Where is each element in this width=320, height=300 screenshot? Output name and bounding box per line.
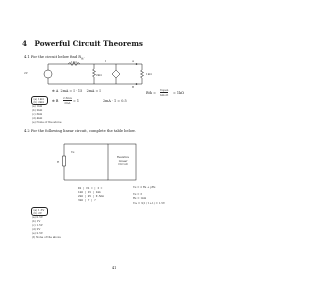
q42-prompt: 4.2 For the following linear circuit, complete the table below. [24,129,136,133]
q41-rth-expression: Rth = [146,91,157,95]
q41-dependent-source-icon [112,70,120,78]
q41-voltage-source-icon [44,70,52,78]
q41-option-b: (b) 2kΩ [32,108,43,112]
section-title-text: Powerful Circuit Theorems [34,39,143,48]
q42-table-row: 1kΩ | 1V | 1mA [78,190,101,194]
q41-r2-label: 2kΩ [96,73,102,77]
q41-resistor-3-icon [141,64,144,84]
q42-option-d: (d) 2V [32,227,41,231]
q41-node-a-label: A [132,59,134,63]
q41-answer-box: (a) 1kΩ (b) 2kΩ [31,96,48,105]
q42-r-label: R [57,160,60,164]
q42-answer-box: (a) 1.5V (b) 2V [31,207,48,216]
q41-i-label: I [105,59,107,63]
q42-work-line-4: V₃ₖ = 3(1 / 1+1) = 1.5V [133,201,165,205]
q41-r1-label: 1kΩ [71,60,77,64]
q42-table-row: 3kΩ | ? | ? [78,198,96,202]
q42-table-row: 2kΩ | 2V | 0.5mA [78,194,104,198]
section-number: 4 [22,39,28,48]
q41-res-right-label: 1kΩ [146,72,152,76]
q41-node-b-label: B [132,85,134,89]
q42-work-line-1: Vs = 2 Rs + pRs [133,185,156,189]
q41-work-line-1: ⊕ A 2mA = I · 15 2mA = I [52,89,101,93]
q41-rth-fraction: Vopen Ishort [160,88,169,97]
q41-prompt: 4.1 For the circuit below find $R_{th}$. [24,55,85,61]
page-number: 41 [112,266,117,270]
q42-option-f: (f) None of the above [32,235,61,239]
q42-option-c: (c) 1.5V [32,223,43,227]
q42-work-line-3: Rs = 1kΩ [133,196,146,200]
q42-resistor-icon [63,156,66,166]
q41-work-fraction: 2.5mA 2mA [63,96,72,105]
section-title [22,40,143,47]
q42-option-e: (e) 2.5V [32,231,43,235]
q41-work-line-2-label: ⊕ B [52,99,59,103]
q41-work-line-2-mid: 2mA · 1 = 0.5 [103,99,127,103]
q42-box-label: Resistive Linear Circuit [116,155,130,167]
q41-option-e: (e) None of the above [32,120,62,124]
q42-work-line-2: Vs = 3 [133,192,142,196]
q41-rth-result: = 1kΩ [173,91,184,95]
q42-option-b: (b) 1V [32,219,41,223]
q42-option-a: (a) 0.5V [32,215,43,219]
q41-option-c: (c) 3kΩ [32,112,43,116]
q42-table [78,187,104,202]
q41-work-line-2-after: = 1 [73,99,80,103]
q42-table-row: R1 | V1 = | I = [78,186,103,190]
q41-source-label: 2V [24,71,28,75]
q41-option-a: (a) 1kΩ [32,104,43,108]
q42-v-label: Vs [71,150,75,154]
q41-option-d: (d) 4kΩ [32,116,43,120]
